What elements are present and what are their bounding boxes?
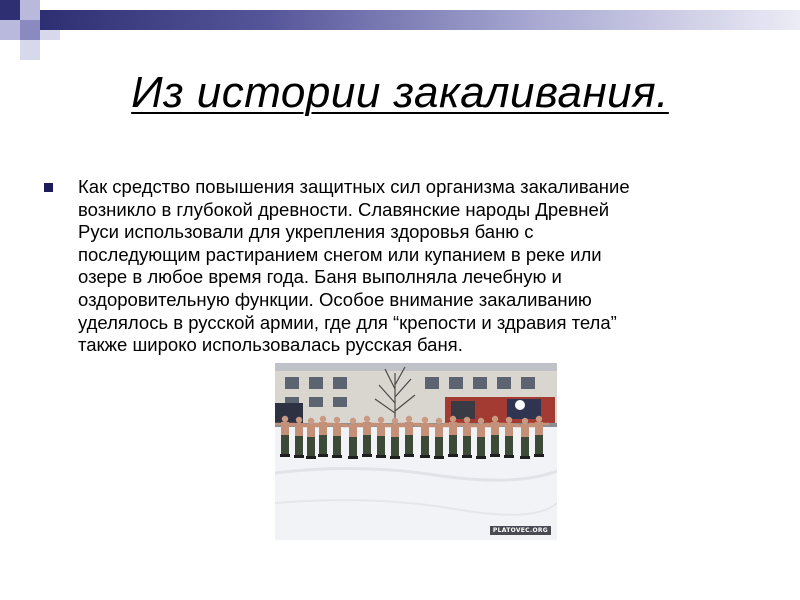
top-gradient-bar (40, 10, 800, 30)
bullet-square-icon (44, 183, 53, 192)
photo-illustration (275, 363, 557, 540)
body-paragraph: Как средство повышения защитных сил организма закаливание возникло в глубокой древности. Славянские народы Древней Руси использовали для укрепления здоровья баню с последующим растиранием снегом или купанием в реке или озере в любое время года. Баня выполняла лечебную и оздоровительную функции. Особое внимание закаливанию уделялось в русской армии, где для “крепости и здравия тела” также широко использовалась русская баня. (78, 176, 630, 356)
photo-watermark: PLATOVEC.ORG (490, 526, 551, 535)
soldiers-in-snow-photo (275, 363, 557, 540)
corner-decoration (0, 0, 60, 60)
slide-title: Из истории закаливания. (131, 68, 669, 117)
